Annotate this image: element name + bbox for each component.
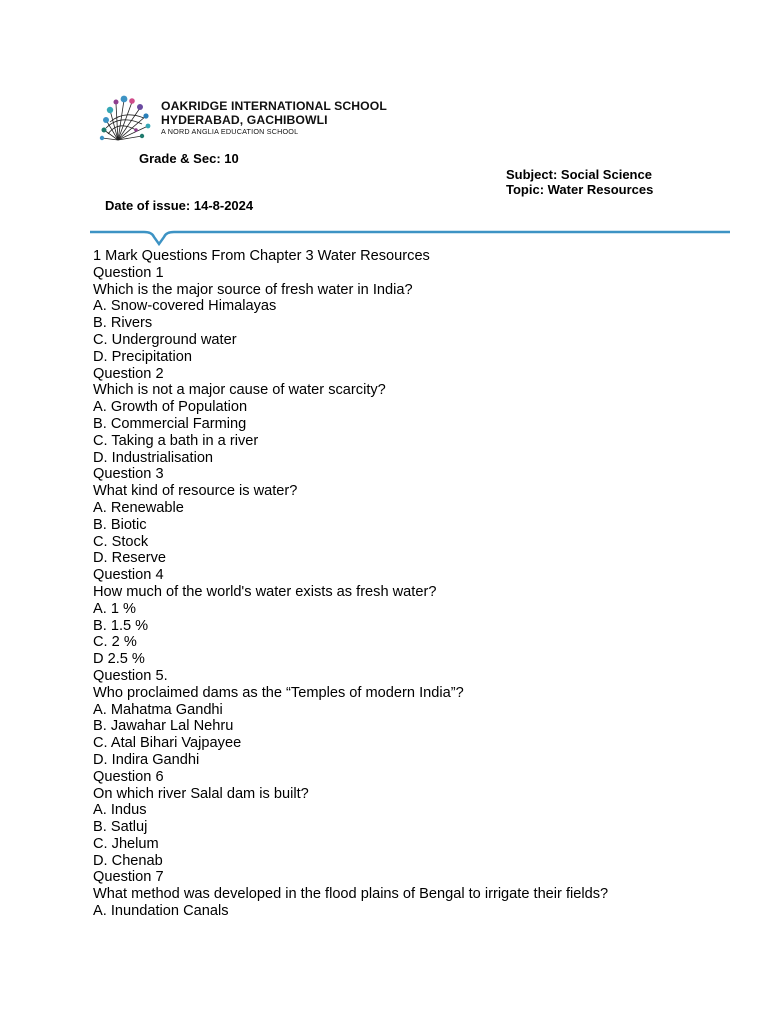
answer-option: D 2.5 % bbox=[93, 651, 145, 668]
question-text: On which river Salal dam is built? bbox=[93, 785, 309, 802]
question-text: How much of the world's water exists as fresh water? bbox=[93, 583, 437, 600]
date-of-issue: Date of issue: 14-8-2024 bbox=[105, 198, 254, 213]
question-block bbox=[93, 366, 753, 467]
answer-option: A. 1 % bbox=[93, 600, 136, 617]
answer-option: D. Chenab bbox=[93, 852, 163, 869]
question-text: What method was developed in the flood plains of Bengal to irrigate their fields? bbox=[93, 886, 609, 903]
answer-option: D. Industrialisation bbox=[93, 449, 214, 466]
question-block bbox=[93, 769, 753, 870]
question-label: Question 4 bbox=[93, 567, 164, 584]
answer-option: B. Biotic bbox=[93, 516, 147, 533]
school-name-line2: HYDERABAD, GACHIBOWLI bbox=[161, 113, 328, 127]
question-block bbox=[93, 869, 753, 919]
question-label: Question 1 bbox=[93, 264, 164, 281]
answer-option: A. Indus bbox=[93, 802, 147, 819]
question-block bbox=[93, 265, 753, 366]
answer-option: C. Atal Bihari Vajpayee bbox=[93, 735, 242, 752]
school-name bbox=[161, 99, 387, 127]
answer-option: D. Precipitation bbox=[93, 348, 192, 365]
subject-label: Subject: Social Science bbox=[506, 167, 652, 182]
question-text: Which is not a major cause of water scarcity? bbox=[93, 382, 386, 399]
question-list bbox=[93, 265, 753, 920]
answer-option: A. Mahatma Gandhi bbox=[93, 701, 223, 718]
question-block bbox=[93, 567, 753, 668]
question-label: Question 5. bbox=[93, 667, 168, 684]
school-tagline: A NORD ANGLIA EDUCATION SCHOOL bbox=[161, 127, 299, 136]
answer-option: B. Satluj bbox=[93, 819, 148, 836]
answer-option: C. Underground water bbox=[93, 331, 237, 348]
topic-label: Topic: Water Resources bbox=[506, 182, 654, 197]
answer-option: B. Jawahar Lal Nehru bbox=[93, 718, 234, 735]
answer-option: B. 1.5 % bbox=[93, 617, 149, 634]
answer-option: B. Rivers bbox=[93, 315, 153, 332]
answer-option: A. Inundation Canals bbox=[93, 903, 229, 920]
question-text: Who proclaimed dams as the “Temples of modern India”? bbox=[93, 684, 464, 701]
answer-option: C. Taking a bath in a river bbox=[93, 432, 259, 449]
worksheet-heading: 1 Mark Questions From Chapter 3 Water Resources bbox=[93, 248, 430, 264]
answer-option: C. Stock bbox=[93, 533, 149, 550]
grade-section: Grade & Sec: 10 bbox=[139, 151, 239, 166]
header-divider bbox=[90, 226, 730, 250]
answer-option: C. Jhelum bbox=[93, 835, 159, 852]
school-logo-icon bbox=[96, 90, 160, 146]
question-label: Question 7 bbox=[93, 869, 164, 886]
worksheet-content bbox=[93, 248, 753, 920]
answer-option: A. Snow-covered Himalayas bbox=[93, 298, 277, 315]
school-name-line1: OAKRIDGE INTERNATIONAL SCHOOL bbox=[161, 99, 387, 113]
answer-option: A. Growth of Population bbox=[93, 399, 248, 416]
answer-option: D. Reserve bbox=[93, 550, 166, 567]
question-label: Question 6 bbox=[93, 768, 164, 785]
question-label: Question 3 bbox=[93, 466, 164, 483]
question-text: Which is the major source of fresh water in India? bbox=[93, 281, 413, 298]
answer-option: A. Renewable bbox=[93, 499, 184, 516]
question-block bbox=[93, 466, 753, 567]
question-text: What kind of resource is water? bbox=[93, 483, 298, 500]
question-block bbox=[93, 668, 753, 769]
question-label: Question 2 bbox=[93, 365, 164, 382]
answer-option: D. Indira Gandhi bbox=[93, 751, 200, 768]
answer-option: C. 2 % bbox=[93, 634, 137, 651]
answer-option: B. Commercial Farming bbox=[93, 415, 247, 432]
